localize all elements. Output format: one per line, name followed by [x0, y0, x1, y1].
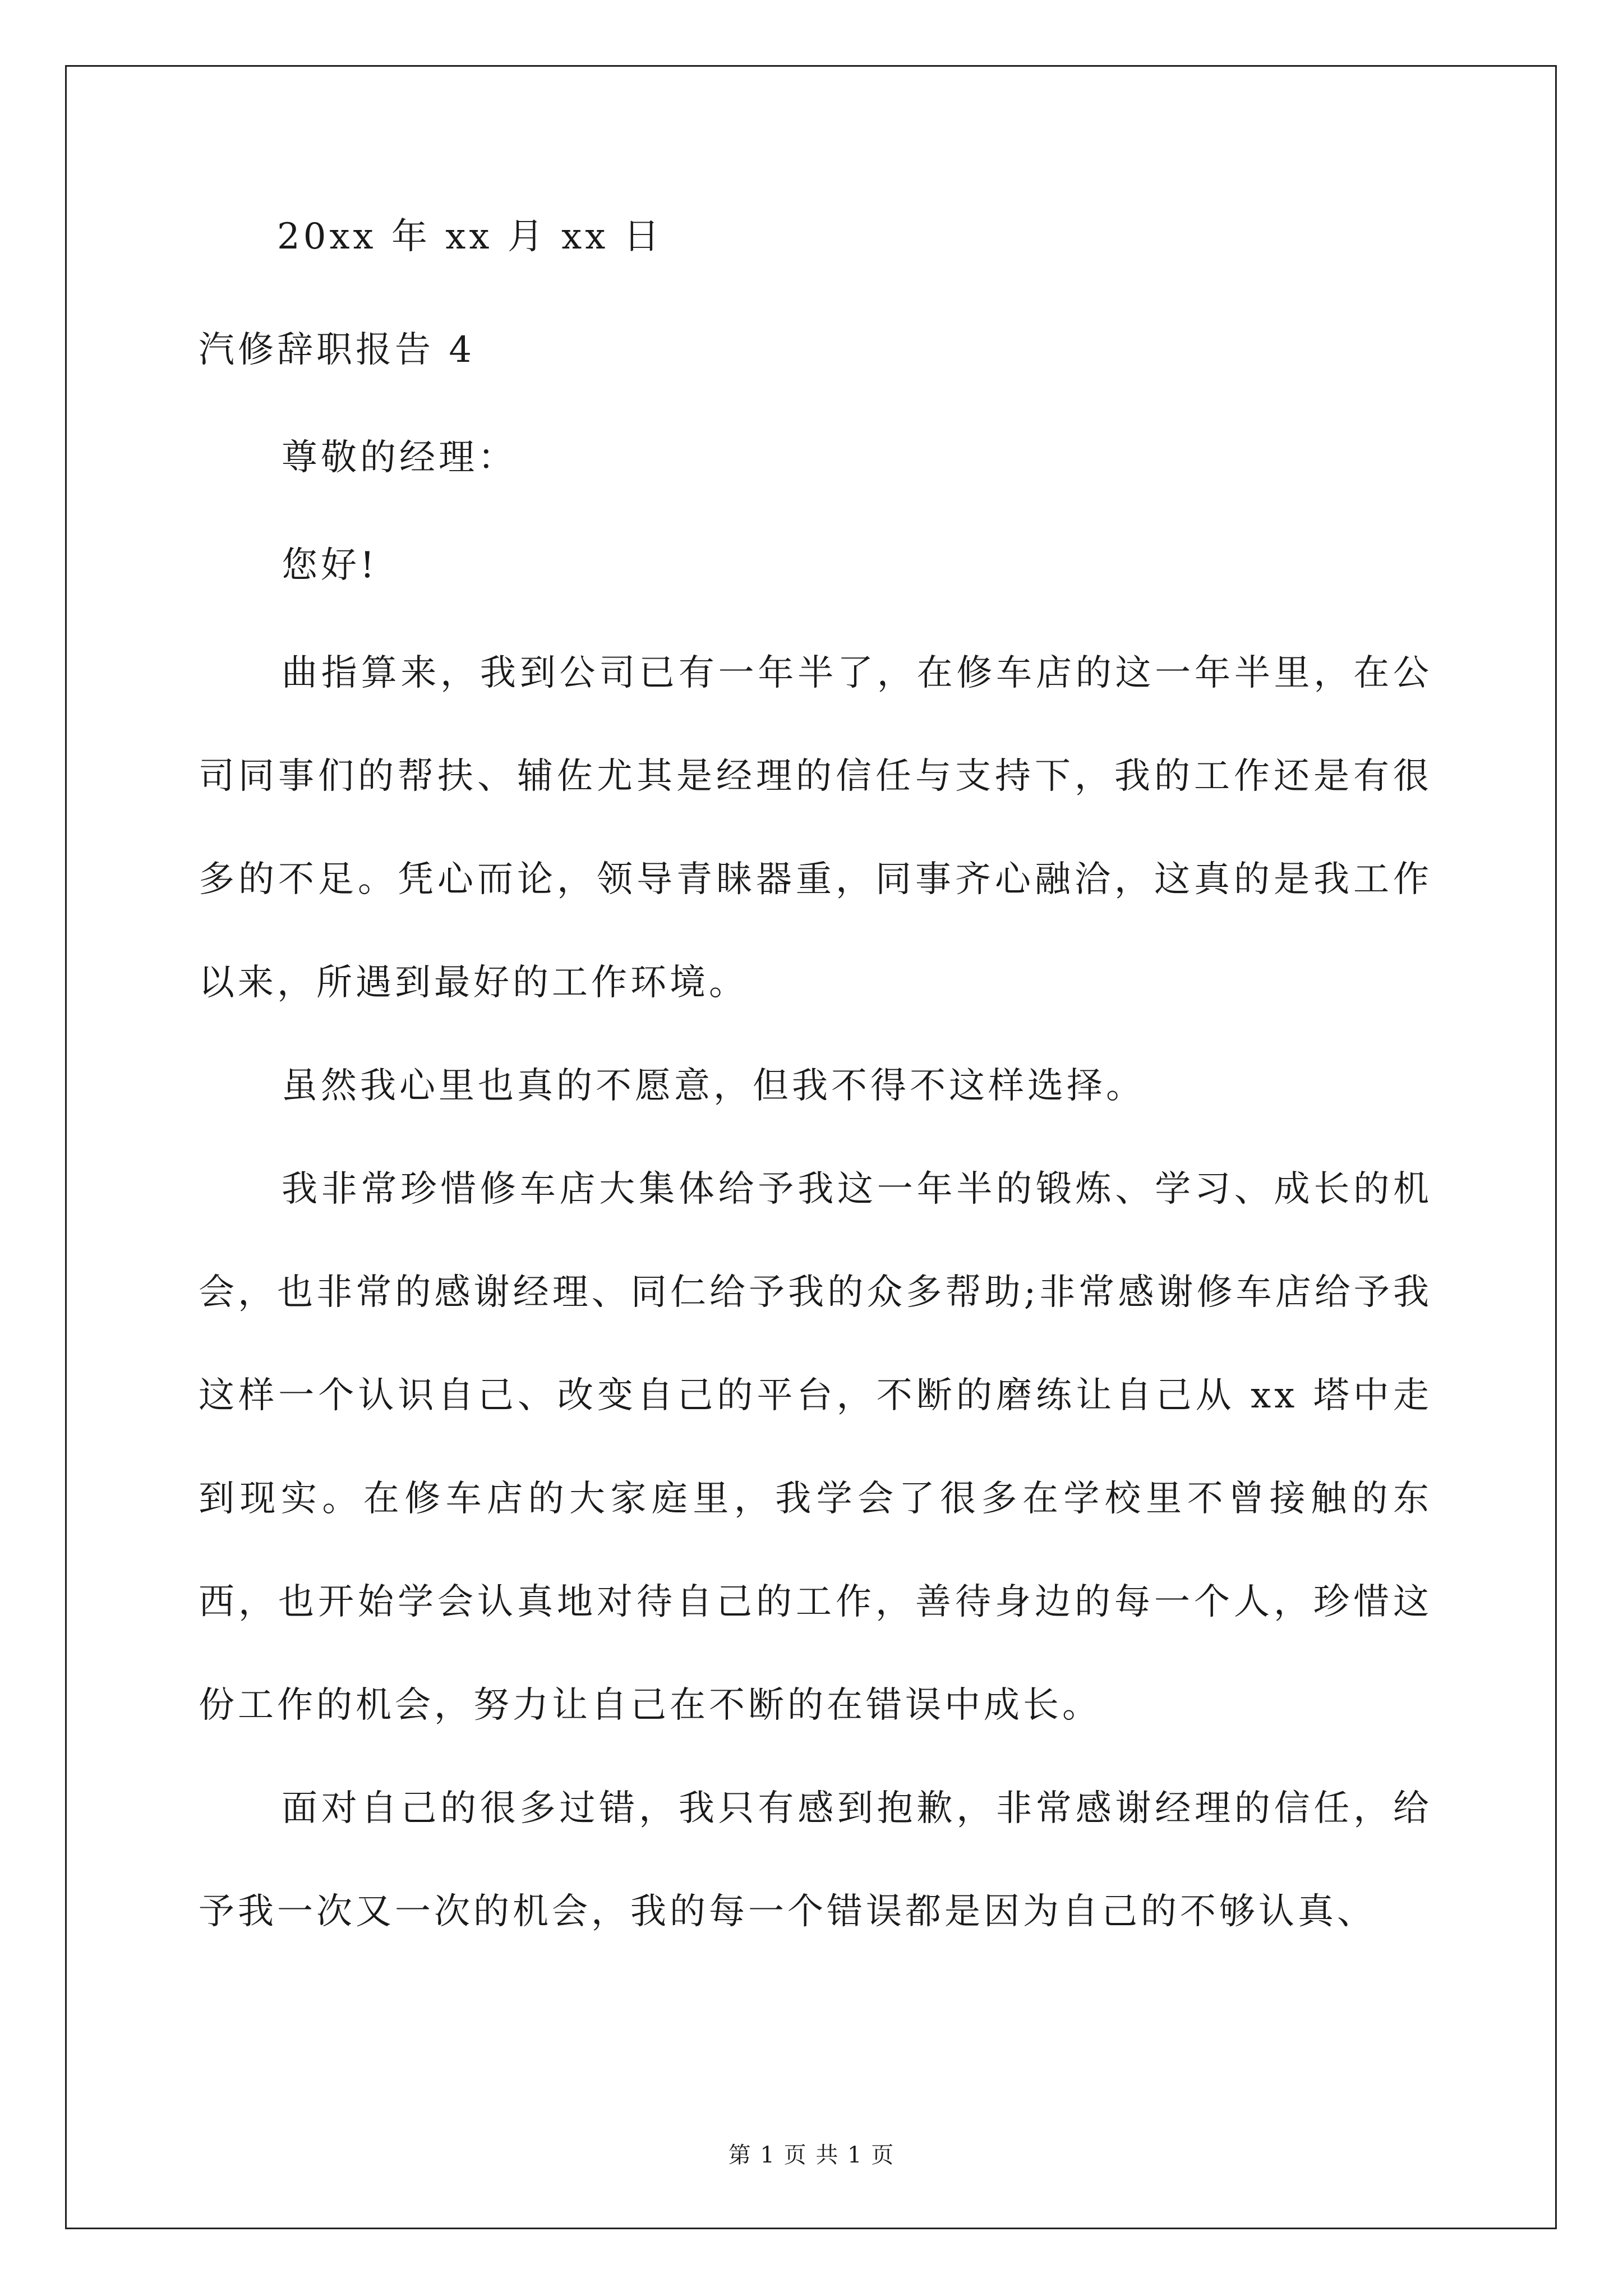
paragraph: 我非常珍惜修车店大集体给予我这一年半的锻炼、学习、成长的机会，也非常的感谢经理、同仁给予我的众多帮助;非常感谢修车店给予我这样一个认识自己、改变自己的平台，不断的磨练让自己从 xx 塔中走到现实。在修车店的大家庭里，我学会了很多在学校里不曾接触的东西，也开始学会认真地对待自己的工作，善待身边的每一个人，珍惜这份工作的机会，努力让自己在不断的在错误中成长。	[199, 1168, 1432, 1726]
document-body	[199, 216, 1432, 1963]
paragraph: 曲指算来，我到公司已有一年半了，在修车店的这一年半里，在公司同事们的帮扶、辅佐尤其是经理的信任与支持下，我的工作还是有很多的不足。凭心而论，领导青睐器重，同事齐心融洽，这真的是我工作以来，所遇到最好的工作环境。	[199, 652, 1432, 1004]
paragraph: 虽然我心里也真的不愿意，但我不得不这样选择。	[282, 1065, 1145, 1107]
document-title: 汽修辞职报告 4	[199, 329, 476, 371]
salutation: 尊敬的经理：	[282, 437, 517, 478]
paragraph: 面对自己的很多过错，我只有感到抱歉，非常感谢经理的信任，给予我一次又一次的机会，我的每一个错误都是因为自己的不够认真、	[199, 1788, 1432, 1932]
greeting: 您好!	[282, 545, 378, 586]
document-date: 20xx 年 xx 月 xx 日	[277, 216, 663, 257]
page-number-footer: 第 1 页 共 1 页	[728, 2142, 895, 2168]
